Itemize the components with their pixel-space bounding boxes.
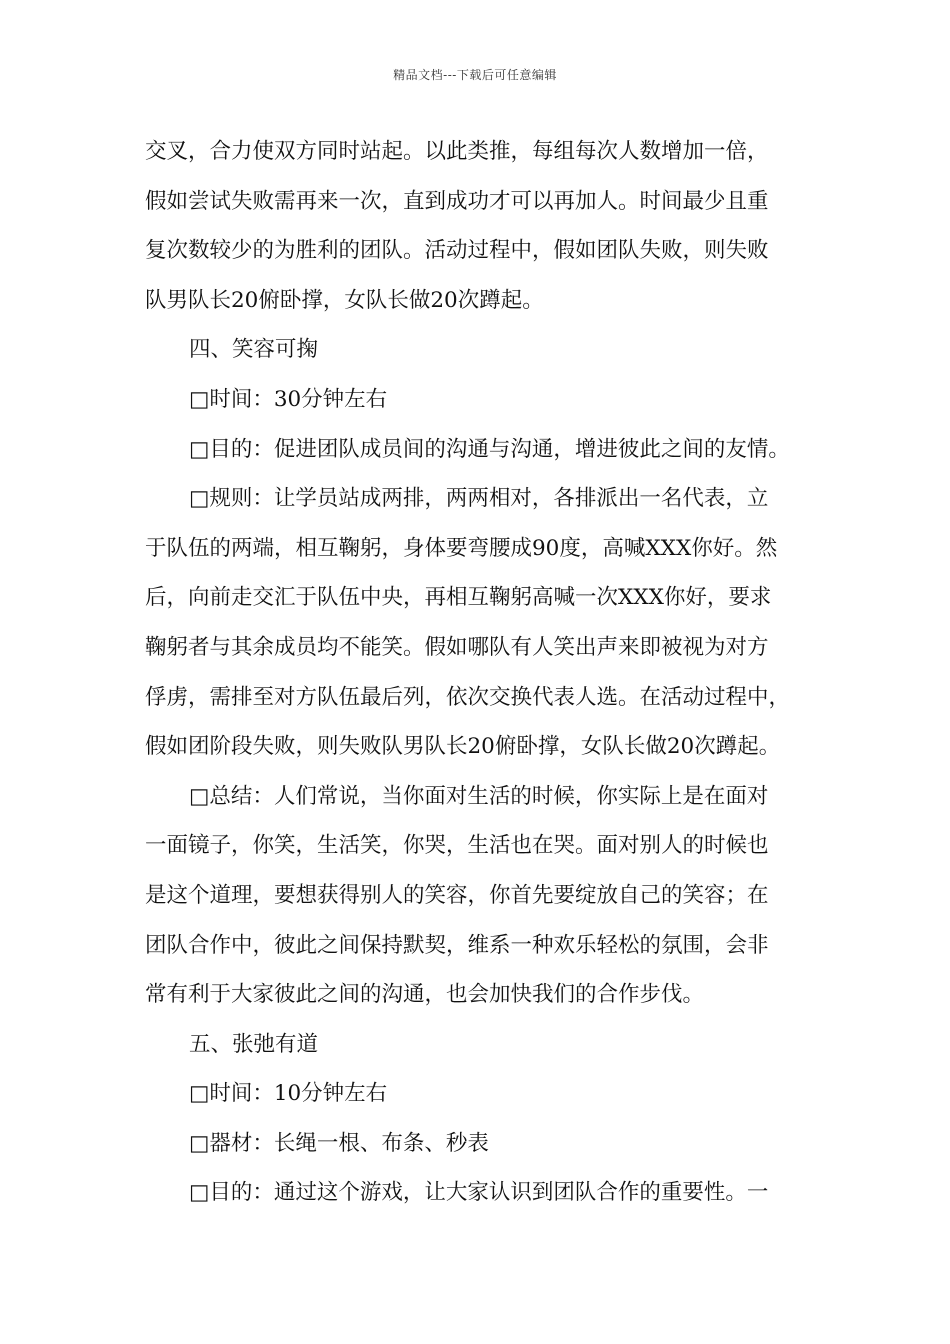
document-body	[145, 127, 825, 1218]
paragraph-line: 俘虏，需排至对方队伍最后列，依次交换代表人选。在活动过程中，	[145, 684, 791, 710]
paragraph-line: 假如尝试失败需再来一次，直到成功才可以再加人。时间最少且重	[145, 188, 769, 214]
paragraph-line: 于队伍的两端，相互鞠躬，身体要弯腰成90度，高喊XXX你好。然	[145, 535, 778, 561]
paragraph-line: 队男队长20俯卧撑，女队长做20次蹲起。	[145, 287, 544, 313]
paragraph-line: 后，向前走交汇于队伍中央，再相互鞠躬高喊一次XXX你好，要求	[145, 585, 772, 611]
paragraph-line: □时间：30分钟左右	[189, 386, 388, 412]
page-header: 精品文档---下载后可任意编辑	[393, 68, 557, 82]
paragraph-line: □规则：让学员站成两排，两两相对，各排派出一名代表，立	[189, 486, 769, 512]
section-heading: 四、笑容可掬	[189, 337, 319, 363]
section-heading: 五、张弛有道	[189, 1031, 319, 1057]
paragraph-line: 假如团阶段失败，则失败队男队长20俯卧撑，女队长做20次蹲起。	[145, 734, 781, 760]
paragraph-line: 复次数较少的为胜利的团队。活动过程中，假如团队失败，则失败	[145, 238, 769, 264]
paragraph-line: 交叉，合力使双方同时站起。以此类推，每组每次人数增加一倍，	[145, 139, 769, 164]
paragraph-line: □总结：人们常说，当你面对生活的时候，你实际上是在面对	[189, 783, 769, 809]
paragraph-line: □目的：促进团队成员间的沟通与沟通，增进彼此之间的友情。	[189, 436, 790, 462]
paragraph-line: □器材：长绳一根、布条、秒表	[189, 1130, 489, 1156]
paragraph-line: □时间：10分钟左右	[189, 1081, 388, 1107]
paragraph-line: 是这个道理，要想获得别人的笑容，你首先要绽放自己的笑容；在	[145, 882, 769, 908]
paragraph-line: 常有利于大家彼此之间的沟通，也会加快我们的合作步伐。	[145, 982, 705, 1008]
paragraph-line: 一面镜子，你笑，生活笑，你哭，生活也在哭。面对别人的时候也	[145, 833, 769, 859]
paragraph-line: 团队合作中，彼此之间保持默契，维系一种欢乐轻松的氛围，会非	[145, 932, 769, 958]
paragraph-line: 鞠躬者与其余成员均不能笑。假如哪队有人笑出声来即被视为对方	[145, 634, 769, 660]
paragraph-line: □目的：通过这个游戏，让大家认识到团队合作的重要性。一	[189, 1180, 769, 1206]
